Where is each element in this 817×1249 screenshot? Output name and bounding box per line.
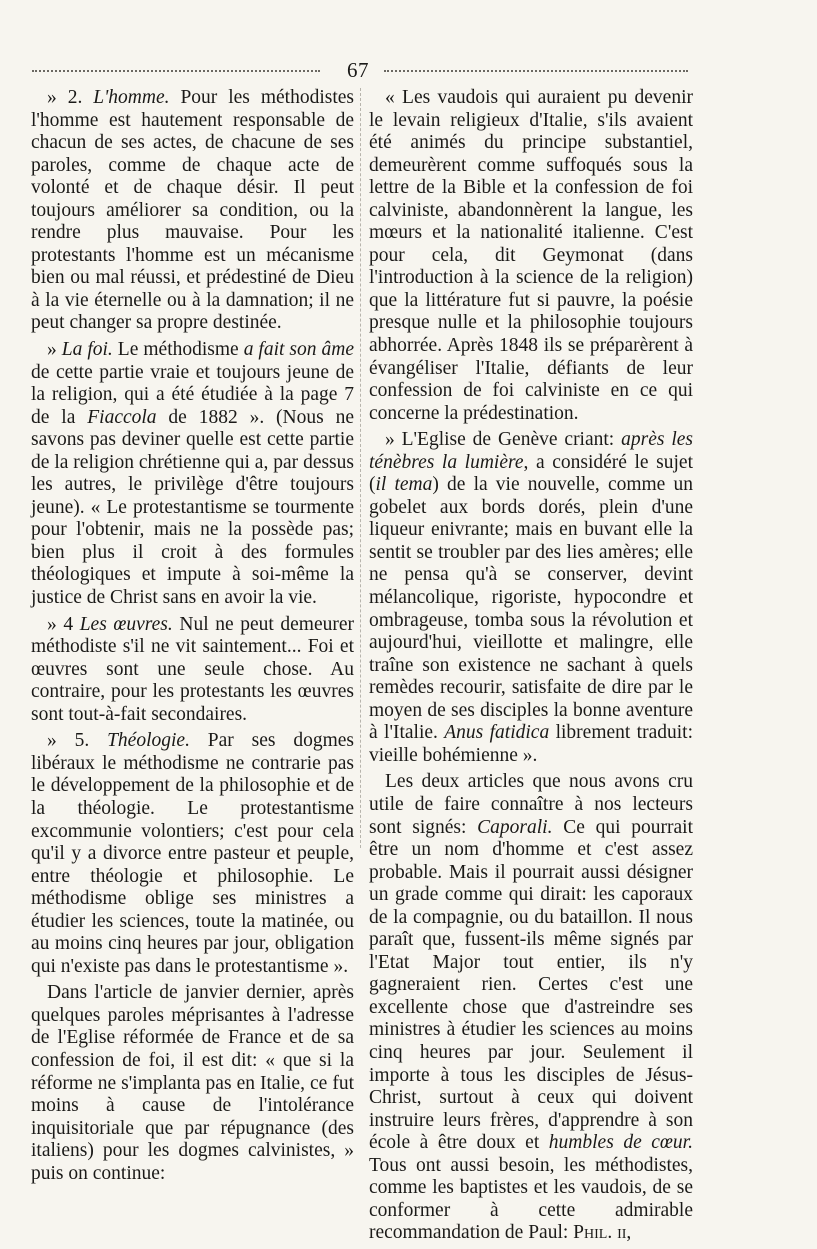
- header-rule-right: [384, 70, 688, 72]
- page-number: 67: [347, 58, 369, 82]
- text-run: Les deux articles que nous avons cru utile de faire connaître à nos lecteurs sont signés:: [369, 771, 693, 838]
- right-column: [369, 87, 693, 1249]
- paragraph: [31, 339, 354, 610]
- italic-text: Anus fatidica: [444, 722, 550, 744]
- text-run: Nul ne peut demeurer méthodiste s'il ne vit saintement... Foi et œuvres sont une seule chose. Au contraire, pour les protestants les œuvres sont tout-à-fait secondaires.: [31, 613, 354, 725]
- italic-text: Théologie.: [107, 730, 190, 752]
- italic-text: humbles de cœur.: [548, 1132, 693, 1154]
- paragraph: [369, 771, 693, 1244]
- italic-text: La foi.: [61, 339, 113, 361]
- text-run: de 1882 ». (Nous ne savons pas deviner quelle est cette partie de la religion chrétienne qui a, par dessus les autres, le privilège d'être toujours jeune). « Le protestantisme se tourmente pour l'obtenir, mais ne la possède pas; bien plus il croit à des formules théologiques et impute à soi-même la justice de Christ sans en avoir la vie.: [31, 406, 354, 609]
- italic-text: a fait son âme: [243, 339, 354, 361]
- page-header: [32, 60, 688, 84]
- left-column: [31, 87, 354, 1189]
- text-run: , a considéré le sujet (: [369, 451, 693, 496]
- paragraph: [31, 730, 354, 978]
- header-rule-left: [32, 70, 320, 72]
- paragraph: [369, 87, 693, 425]
- text-run: ) de la vie nouvelle, comme un gobelet aux bords dorés, plein d'une liqueur enivrante; mais en buvant elle la sentit se troubler par des lies amères; elle ne pensa qu'à se conserver, devint mélancolique, rigoriste, hypocondre et ombrageuse, tomba sous la révolution et aujourd'hui, vieillotte et malingre, elle traîne son existence ne sachant à quels remèdes recourir, satisfaite de dire par le moyen de ses disciples la bonne aventure à l'Italie.: [369, 474, 693, 744]
- italic-text: il tema: [375, 474, 433, 496]
- italic-text: Les œuvres.: [79, 613, 173, 635]
- italic-text: Caporali.: [477, 816, 553, 838]
- italic-text: Fiaccola: [87, 406, 157, 428]
- column-divider: [360, 88, 361, 848]
- text-run: » 2.: [47, 87, 94, 108]
- text-run: »: [47, 339, 62, 361]
- text-run: » L'Eglise de Genève criant:: [385, 429, 622, 451]
- text-run: » 5.: [47, 730, 108, 752]
- paragraph: [31, 87, 354, 335]
- text-run: Pour les méthodistes l'homme est hautement responsable de chacun de ses actes, de chacune de ses paroles, comme de chaque acte de volonté et de chaque désir. Il peut toujours améliorer sa condition, ou la rendre plus mauvaise. Pour les protestants l'homme est un mécanisme bien ou mal réussi, et prédestiné de Dieu à la vie éternelle ou à la damnation; il ne peut changer sa propre destinée.: [31, 87, 354, 334]
- paragraph: [31, 982, 354, 1185]
- text-run: Dans l'article de janvier dernier, après quelques paroles méprisantes à l'adresse de l'Eglise réformée de France et de sa confession de foi, il est dit: « que si la réforme ne s'implanta pas en Italie, ce fut moins à cause de l'intolérance inquisitoriale que par répugnance (des italiens) pour les dogmes calvinistes, » puis on continue:: [31, 982, 354, 1184]
- paragraph: [31, 614, 354, 727]
- text-run: « Les vaudois qui auraient pu devenir le levain religieux d'Italie, s'ils avaient été animés du principe substantiel, demeurèrent comme suffoqués sous la lettre de la Bible et la confession de foi calviniste, abandonnèrent la langue, les mœurs et la nationalité italienne. C'est pour cela, dit Geymonat (dans l'introduction à la science de la religion) que la littérature fut si pauvre, la poésie presque nulle et la philosophie toujours abhorrée. Après 1848 ils se préparèrent à évangéliser l'Italie, défiants de leur confession de foi calviniste en ce qui concerne la prédestination.: [369, 87, 693, 424]
- italic-text: après les ténèbres la lumière: [369, 429, 693, 473]
- text-run: de cette partie vraie et toujours jeune de la religion, qui a été étudiée à la page 7 de la: [31, 361, 354, 428]
- text-run: Tous ont aussi besoin, les méthodistes, comme les baptistes et les vaudois, de se conformer à cette admirable recommandation de Paul:: [369, 1154, 693, 1244]
- text-run: » 4: [47, 613, 80, 635]
- small-caps-text: Phil. ii,: [573, 1222, 632, 1244]
- text-run: Le méthodisme: [112, 339, 244, 361]
- italic-text: L'homme.: [93, 87, 170, 108]
- paragraph: [369, 429, 693, 767]
- text-run: Ce qui pourrait être un nom d'homme et c'est assez probable. Mais il pourrait aussi désigner un grade comme qui dirait: les caporaux de la compagnie, ou du bataillon. Il nous paraît que, fussent-ils même signés par l'Etat Major tout entier, ils n'y gagneraient rien. Certes c'est une excellente chose que d'astreindre ses ministres à étudier les sciences au moins cinq heures par jour. Seulement il importe à tous les disciples de Jésus-Christ, surtout à ceux qui doivent instruire leurs frères, d'apprendre à son école à être doux et: [369, 816, 693, 1154]
- text-run: Par ses dogmes libéraux le méthodisme ne contrarie pas le développement de la philosophie et de la théologie. Le protestantisme excommunie volontiers; c'est pour cela qu'il y a divorce entre pasteur et peuple, entre théologie et philosophie. Le méthodisme oblige ses ministres a étudier les sciences, toute la matinée, ou au moins cinq heures par jour, obligation qui n'existe pas dans le protestantisme ».: [31, 730, 354, 977]
- text-run: librement traduit: vieille bohémienne ».: [369, 722, 694, 766]
